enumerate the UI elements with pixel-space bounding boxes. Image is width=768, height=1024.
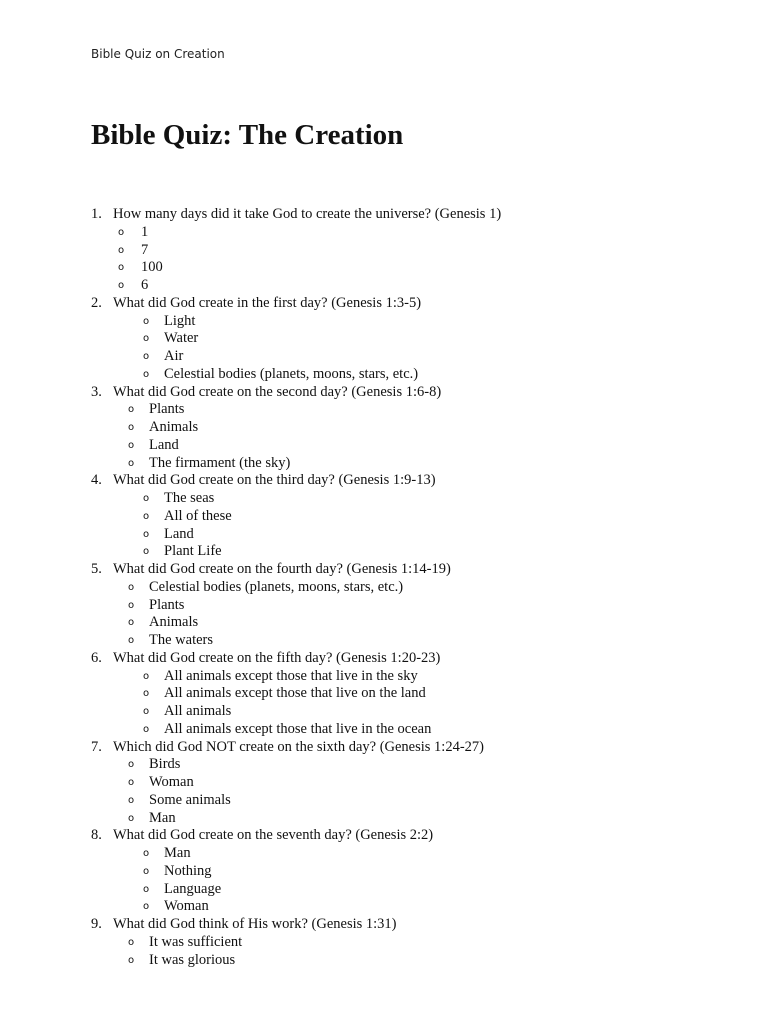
option-text: The seas	[164, 490, 215, 506]
answer-option	[91, 508, 731, 526]
running-header: Bible Quiz on Creation	[91, 47, 225, 61]
question-number: 2.	[91, 294, 102, 311]
bullet-icon: o	[143, 865, 150, 877]
bullet-icon: o	[143, 528, 150, 540]
answer-option	[91, 277, 731, 295]
answer-option	[91, 330, 731, 348]
option-text: 7	[141, 241, 149, 258]
answer-option	[91, 810, 731, 828]
question-text: What did God create in the first day? (Genesis 1:3-5)	[113, 294, 422, 311]
question-number: 8.	[91, 827, 102, 844]
quiz-list	[91, 206, 731, 969]
question-number: 4.	[91, 472, 102, 489]
option-text: All animals except those that live on the land	[164, 685, 426, 702]
answer-option	[91, 455, 731, 473]
option-text: Some animals	[149, 791, 231, 808]
answer-option	[91, 259, 731, 277]
question-text: What did God create on the seventh day? (Genesis 2:2)	[113, 827, 434, 844]
answer-option	[91, 543, 731, 561]
bullet-icon: o	[128, 617, 135, 629]
option-text: Celestial bodies (planets, moons, stars, etc.)	[149, 578, 404, 595]
option-text: Language	[164, 880, 222, 897]
page-title: Bible Quiz: The Creation	[91, 119, 404, 151]
answer-option	[91, 881, 731, 899]
bullet-icon: o	[118, 262, 125, 274]
option-text: It was glorious	[149, 951, 236, 968]
bullet-icon: o	[143, 670, 150, 682]
answer-option	[91, 614, 731, 632]
bullet-icon: o	[128, 777, 135, 788]
answer-option	[91, 863, 731, 881]
option-text: Woman	[164, 898, 209, 915]
option-text: It was sufficient	[149, 933, 243, 950]
answer-option	[91, 632, 731, 650]
answer-option	[91, 774, 731, 792]
answer-option	[91, 703, 731, 721]
option-text: Man	[149, 809, 176, 826]
option-text: Land	[164, 525, 194, 542]
option-text: All animals	[164, 703, 232, 719]
question-number: 1.	[91, 206, 102, 222]
option-text: All of these	[164, 507, 232, 524]
answer-option	[91, 898, 731, 916]
bullet-icon: o	[143, 546, 150, 558]
option-text: Air	[164, 348, 184, 364]
bullet-icon: o	[143, 315, 150, 327]
answer-option	[91, 597, 731, 615]
bullet-icon: o	[128, 439, 135, 451]
option-text: 6	[141, 277, 149, 293]
answer-option	[91, 348, 731, 366]
answer-option	[91, 313, 731, 331]
bullet-icon: o	[118, 226, 125, 238]
question-3	[91, 384, 731, 473]
option-text: Plants	[149, 596, 185, 613]
bullet-icon: o	[143, 493, 150, 504]
answer-option	[91, 668, 731, 686]
bullet-icon: o	[128, 404, 135, 416]
bullet-icon: o	[143, 351, 150, 362]
answer-option	[91, 242, 731, 260]
question-2	[91, 295, 731, 384]
bullet-icon: o	[118, 244, 125, 256]
option-text: Celestial bodies (planets, moons, stars, etc.)	[164, 365, 419, 382]
question-9	[91, 916, 731, 969]
question-text: How many days did it take God to create the universe? (Genesis 1)	[113, 206, 502, 222]
answer-option	[91, 934, 731, 952]
question-text: What did God create on the second day? (Genesis 1:6-8)	[113, 383, 442, 400]
bullet-icon: o	[143, 510, 150, 522]
option-text: Plants	[149, 401, 185, 418]
option-text: Water	[164, 330, 199, 347]
answer-option	[91, 579, 731, 597]
option-text: The firmament (the sky)	[149, 454, 291, 471]
option-text: 100	[141, 259, 163, 276]
option-text: Plant Life	[164, 543, 222, 560]
bullet-icon: o	[128, 936, 135, 948]
answer-option	[91, 721, 731, 739]
question-number: 3.	[91, 383, 102, 400]
option-text: Land	[149, 436, 179, 453]
bullet-icon: o	[128, 812, 135, 824]
question-text: What did God create on the fourth day? (Genesis 1:14-19)	[113, 561, 451, 577]
option-text: All animals except those that live in the sky	[164, 667, 418, 684]
answer-option	[91, 366, 731, 384]
answer-option	[91, 401, 731, 419]
bullet-icon: o	[143, 848, 150, 859]
answer-option	[91, 845, 731, 863]
question-number: 6.	[91, 649, 102, 666]
bullet-icon: o	[143, 901, 150, 913]
bullet-icon: o	[128, 954, 135, 966]
question-5	[91, 561, 731, 650]
option-text: 1	[141, 223, 149, 240]
bullet-icon: o	[128, 599, 135, 611]
question-1	[91, 206, 731, 295]
bullet-icon: o	[143, 688, 150, 700]
bullet-icon: o	[128, 635, 135, 646]
option-text: Animals	[149, 614, 199, 631]
question-text: What did God create on the fifth day? (Genesis 1:20-23)	[113, 649, 441, 666]
bullet-icon: o	[143, 723, 150, 735]
option-text: All animals except those that live in the ocean	[164, 720, 432, 737]
question-number: 9.	[91, 916, 102, 932]
bullet-icon: o	[143, 706, 150, 717]
bullet-icon: o	[128, 422, 135, 433]
answer-option	[91, 490, 731, 508]
option-text: Woman	[149, 774, 194, 790]
bullet-icon: o	[128, 759, 135, 771]
option-text: Animals	[149, 419, 199, 435]
option-text: Nothing	[164, 862, 212, 879]
bullet-icon: o	[143, 883, 150, 895]
answer-option	[91, 224, 731, 242]
answer-option	[91, 526, 731, 544]
question-8	[91, 827, 731, 916]
answer-option	[91, 437, 731, 455]
question-number: 5.	[91, 561, 102, 577]
option-text: Birds	[149, 756, 181, 773]
question-text: What did God think of His work? (Genesis 1:31)	[113, 916, 397, 932]
bullet-icon: o	[128, 794, 135, 806]
option-text: Man	[164, 845, 191, 861]
bullet-icon: o	[143, 368, 150, 380]
option-text: Light	[164, 312, 196, 329]
answer-option	[91, 792, 731, 810]
answer-option	[91, 419, 731, 437]
question-number: 7.	[91, 738, 102, 755]
answer-option	[91, 952, 731, 970]
option-text: The waters	[149, 632, 214, 648]
bullet-icon: o	[128, 457, 135, 469]
question-4	[91, 472, 731, 561]
bullet-icon: o	[143, 333, 150, 345]
answer-option	[91, 685, 731, 703]
question-7	[91, 739, 731, 828]
bullet-icon: o	[118, 280, 125, 291]
question-6	[91, 650, 731, 739]
question-text: Which did God NOT create on the sixth day? (Genesis 1:24-27)	[113, 738, 484, 755]
answer-option	[91, 756, 731, 774]
bullet-icon: o	[128, 581, 135, 593]
question-text: What did God create on the third day? (Genesis 1:9-13)	[113, 472, 436, 489]
